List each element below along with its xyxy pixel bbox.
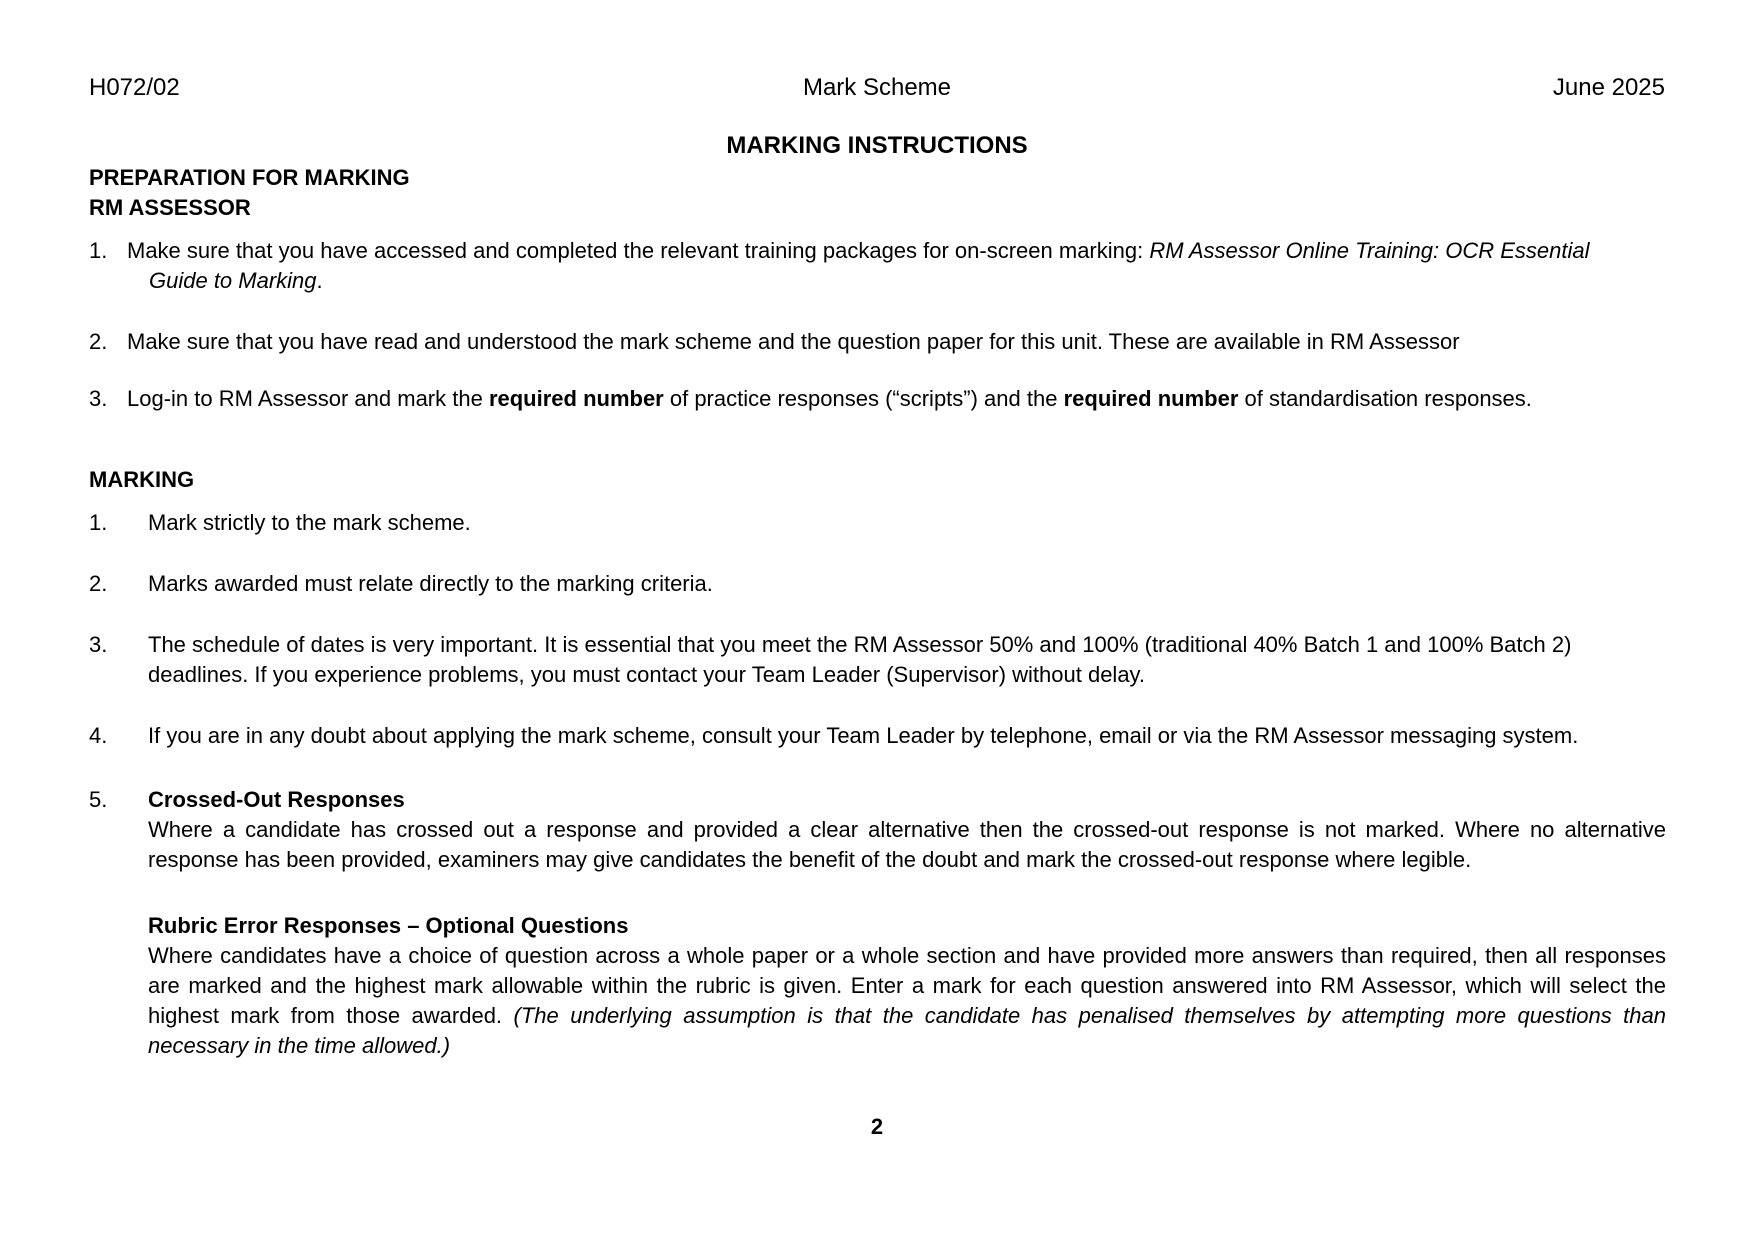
rubric-error-italic: (The underlying assumption is that the candidate has penalised themselves by attempting more questions than necessary in the time allowed.) (148, 1003, 1666, 1058)
item-bold-text: required number (488, 386, 664, 411)
item-italic-text-cont: Guide to Marking (149, 268, 317, 293)
item-text: Make sure that you have read and understood the mark scheme and the question paper for this unit. These are available in RM Assessor (127, 329, 1460, 354)
paper-code: H072/02 (89, 74, 180, 101)
item-text: Make sure that you have accessed and completed the relevant training packages for on-screen marking: (127, 238, 1150, 263)
preparation-item-3 (89, 384, 1669, 414)
marking-number-2: 2. (89, 571, 108, 596)
marking-item-5 (148, 785, 1666, 875)
item-text: Log-in to RM Assessor and mark the (127, 386, 489, 411)
list-number: 2. (89, 329, 108, 354)
item-text: of standardisation responses. (1238, 386, 1532, 411)
marking-heading: MARKING (89, 467, 195, 492)
item-italic-text: RM Assessor Online Training: OCR Essential (1149, 238, 1590, 263)
rubric-error-text (148, 941, 1666, 1061)
rubric-error-body: Where candidates have a choice of question across a whole paper or a whole section and have provided more answers than required, then all responses are marked and the highest mark allowable within the rubric is given. Enter a mark for each question answered into RM Assessor, which will select the highest mark from those awarded. (148, 943, 1666, 1028)
marking-number-1: 1. (89, 510, 108, 535)
marking-item-3-line1: The schedule of dates is very important. It is essential that you meet the RM Assessor 50% and 100% (traditional 40% Batch 1 and 100% Batch 2) (148, 632, 1572, 657)
item-text-end: . (316, 268, 323, 293)
rubric-error-section (148, 911, 1666, 1061)
marking-item-1: Mark strictly to the mark scheme. (148, 510, 471, 535)
marking-item-4: If you are in any doubt about applying the mark scheme, consult your Team Leader by telephone, email or via the RM Assessor messaging system. (148, 723, 1579, 748)
list-number: 3. (89, 386, 108, 411)
preparation-heading: PREPARATION FOR MARKING (89, 165, 410, 190)
preparation-item-2 (89, 327, 1669, 357)
marking-item-3 (148, 630, 1666, 690)
marking-item-2: Marks awarded must relate directly to the marking criteria. (148, 571, 713, 596)
marking-item-3-line2: deadlines. If you experience problems, you must contact your Team Leader (Supervisor) without delay. (148, 662, 1146, 687)
marking-number-5: 5. (89, 787, 108, 812)
page-title: MARKING INSTRUCTIONS (726, 132, 1028, 159)
rm-assessor-heading: RM ASSESSOR (89, 195, 251, 220)
marking-number-3: 3. (89, 632, 108, 657)
item-bold-text: required number (1063, 386, 1239, 411)
document-date: June 2025 (1552, 74, 1665, 101)
preparation-item-1 (89, 236, 1669, 296)
rubric-error-heading: Rubric Error Responses – Optional Questions (148, 913, 629, 938)
marking-number-4: 4. (89, 723, 108, 748)
page-number: 2 (870, 1114, 884, 1139)
crossed-out-text: Where a candidate has crossed out a response and provided a clear alternative then the crossed-out response is not marked. Where no alternative response has been provided, examiners may give candidates the benefit of the doubt and mark the crossed-out response where legible. (148, 817, 1666, 872)
item-text: of practice responses (“scripts”) and the (663, 386, 1064, 411)
list-number: 1. (89, 238, 108, 263)
crossed-out-heading: Crossed-Out Responses (148, 787, 405, 812)
document-title: Mark Scheme (802, 74, 952, 101)
